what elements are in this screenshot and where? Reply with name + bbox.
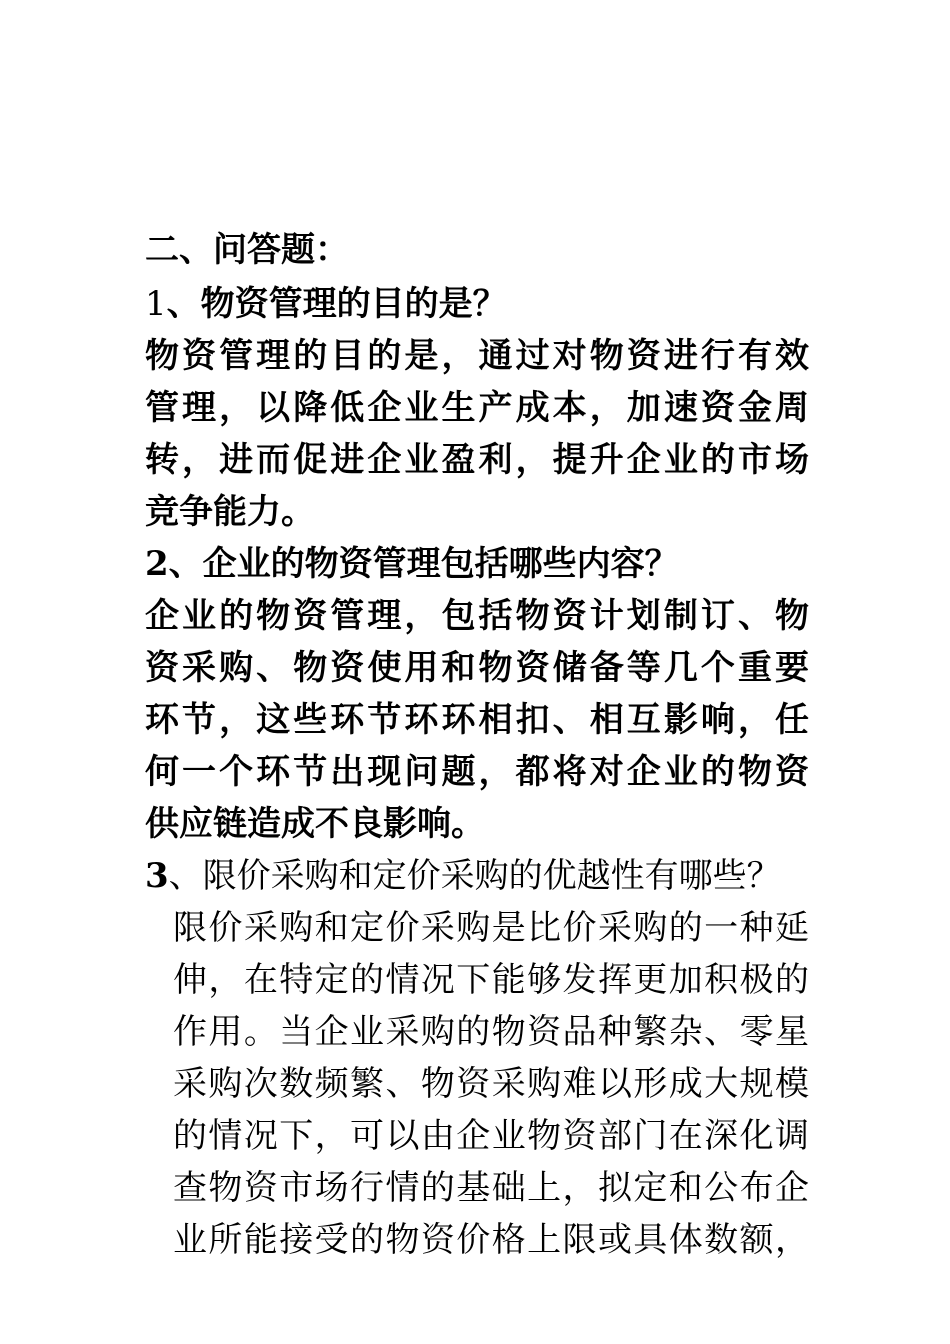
- question-1-sep: 、: [166, 284, 201, 324]
- question-3-sep: 、: [168, 856, 203, 896]
- answer-3-line-3: 作用。当企业采购的物资品种繁杂、零星: [173, 1012, 809, 1052]
- answer-1-line-3: 转，进而促进企业盈利，提升企业的市场: [145, 440, 809, 480]
- answer-2-line-3: 环节，这些环节环环相扣、相互影响，任: [145, 700, 809, 740]
- question-2: [145, 538, 809, 590]
- question-3-number: 3: [145, 856, 169, 896]
- section-heading: 二、问答题：: [145, 230, 349, 270]
- answer-3-line-2: 伸，在特定的情况下能够发挥更加积极的: [173, 960, 809, 1000]
- question-1-text: 物资管理的目的是？: [200, 284, 507, 324]
- answer-2-line-5: 供应链造成不良影响。: [145, 804, 485, 844]
- answer-1-line-1: 物资管理的目的是，通过对物资进行有效: [145, 336, 809, 376]
- question-3: [145, 850, 809, 902]
- question-3-text: 限价采购和定价采购的优越性有哪些？: [202, 856, 781, 896]
- question-1-number: 1: [145, 284, 167, 324]
- answer-3-line-7: 业所能接受的物资价格上限或具体数额，: [173, 1220, 809, 1260]
- answer-1-line-4: 竞争能力。: [145, 492, 315, 532]
- answer-2-line-1: 企业的物资管理，包括物资计划制订、物: [145, 596, 809, 636]
- answer-1-line-2: 管理，以降低企业生产成本，加速资金周: [145, 388, 809, 428]
- answer-3-line-1: 限价采购和定价采购是比价采购的一种延: [173, 908, 809, 948]
- question-2-text: 企业的物资管理包括哪些内容？: [202, 544, 679, 584]
- document-page: [145, 222, 809, 1266]
- answer-3-line-6: 查物资市场行情的基础上，拟定和公布企: [173, 1168, 809, 1208]
- question-2-number: 2: [145, 544, 169, 584]
- answer-3-line-4: 采购次数频繁、物资采购难以形成大规模: [173, 1064, 809, 1104]
- answer-2-line-2: 资采购、物资使用和物资储备等几个重要: [145, 648, 809, 688]
- question-2-sep: 、: [168, 544, 203, 584]
- answer-3-line-5: 的情况下，可以由企业物资部门在深化调: [173, 1116, 809, 1156]
- answer-2-line-4: 何一个环节出现问题，都将对企业的物资: [145, 752, 809, 792]
- question-1: [145, 278, 809, 330]
